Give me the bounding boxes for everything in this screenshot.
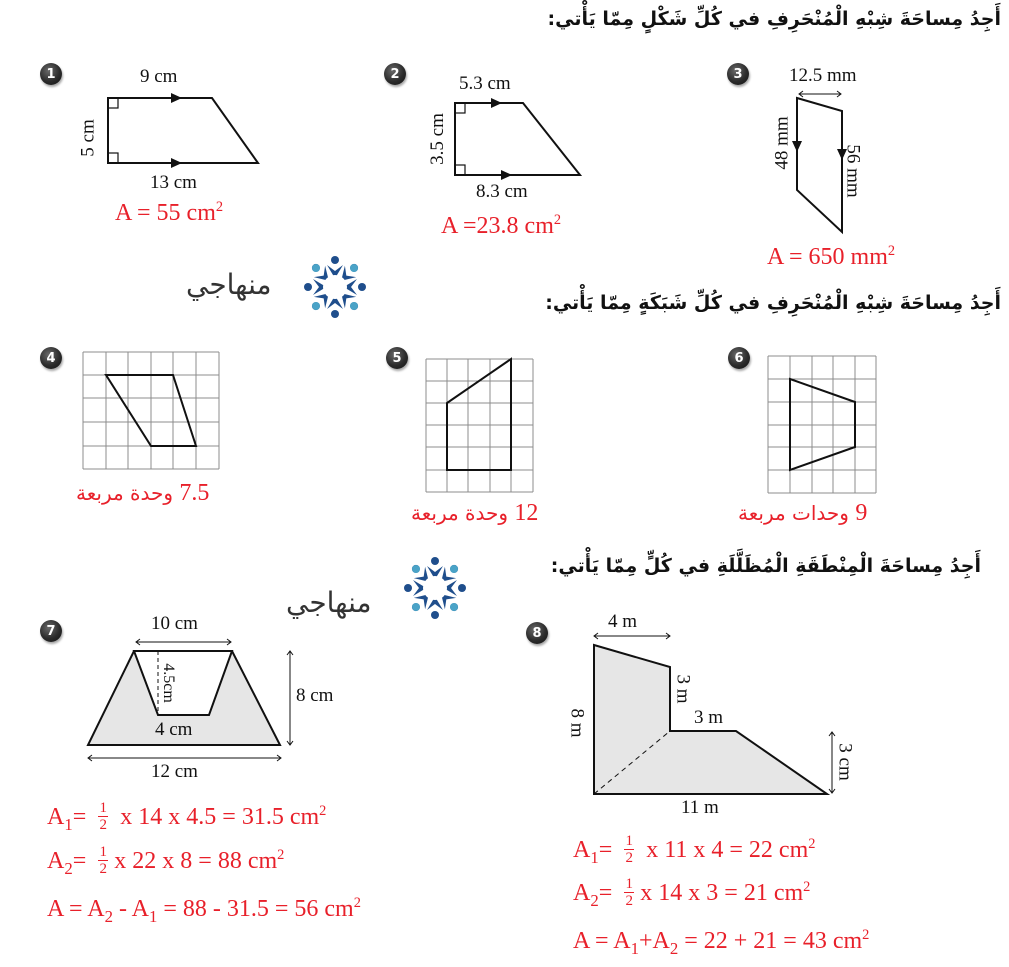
- problem-number-badge: 4: [40, 347, 62, 369]
- label-inner-height: 4.5cm: [159, 663, 177, 703]
- subscript: 1: [590, 847, 599, 867]
- label-step-horizontal: 3 m: [694, 707, 724, 728]
- answer-text: A =23.8 cm: [441, 213, 554, 239]
- fraction-half: $\frac{1}{2}$: [99, 844, 108, 877]
- logo-text: منهاجي: [186, 268, 272, 301]
- fraction-half: $\frac{1}{2}$: [625, 876, 634, 909]
- answer-unit: وحدات مربعة: [738, 501, 849, 525]
- label-left-height: 8 m: [566, 708, 588, 738]
- exponent: 2: [277, 847, 285, 864]
- exponent: 2: [353, 895, 361, 911]
- label-bottom-width: 11 m: [681, 797, 719, 818]
- heading-find-shaded-area: أَجِدُ مِساحَةَ الْمِنْطَقَةِ الْمُظَلَّلَةِ في كُلٍّ مِمّا يَأْتي:: [550, 555, 981, 577]
- label-height: 5 cm: [77, 119, 99, 157]
- calc: +A: [638, 928, 670, 954]
- var-a: A: [573, 837, 591, 864]
- label-inner-bottom: 4 cm: [155, 719, 193, 740]
- label-top-width: 10 cm: [151, 613, 198, 634]
- equals: =: [598, 837, 613, 864]
- equals: =: [72, 804, 87, 831]
- answer-text: A = 55 cm: [115, 200, 216, 226]
- var-a: A: [47, 804, 65, 831]
- subscript: 2: [104, 906, 113, 926]
- answer-unit: وحدة مربعة: [411, 501, 509, 525]
- label-top-base: 5.3 cm: [459, 73, 511, 94]
- calc: - A: [112, 896, 149, 922]
- var-a: A: [47, 848, 65, 875]
- calc: x 14 x 3 = 21 cm: [640, 880, 804, 907]
- answer-value: 7.5: [179, 480, 210, 506]
- subscript: 2: [669, 938, 679, 958]
- fraction-half: $\frac{1}{2}$: [99, 800, 108, 833]
- equals: =: [72, 848, 87, 875]
- subscript: 1: [630, 938, 639, 958]
- answer-value: 12: [514, 500, 539, 526]
- exponent: 2: [887, 243, 896, 259]
- label-bottom-base: 13 cm: [150, 172, 197, 193]
- calc: A = A: [47, 896, 105, 922]
- fraction-half: $\frac{1}{2}$: [625, 833, 634, 866]
- problem-number-badge: 5: [386, 347, 408, 369]
- calc: = 88 - 31.5 = 56 cm: [157, 896, 354, 922]
- subscript: 2: [590, 890, 599, 910]
- solution-line-a2: [573, 876, 811, 910]
- calc: A = A: [573, 928, 631, 954]
- problem-number-badge: 6: [728, 347, 750, 369]
- label-step-vertical: 3 m: [672, 674, 694, 704]
- var-a: A: [573, 880, 591, 907]
- problem-number-badge: 8: [526, 622, 548, 644]
- answer-value: 9: [855, 500, 868, 526]
- problem-number-badge: 3: [727, 63, 749, 85]
- exponent: 2: [808, 836, 816, 853]
- heading-find-trapezoid-area-grids: أَجِدُ مِساحَةَ شِبْهِ الْمُنْحَرِفِ في كُلِّ شَبَكَةٍ مِمّا يَأْتي:: [545, 292, 1001, 314]
- exponent: 2: [803, 879, 811, 896]
- label-right-height: 3 cm: [834, 743, 856, 781]
- logo-text: منهاجي: [286, 586, 372, 619]
- calc: x 11 x 4 = 22 cm: [646, 837, 809, 864]
- exponent: 2: [553, 212, 562, 228]
- label-top-base: 9 cm: [140, 66, 178, 87]
- label-right-side: 56 mm: [842, 144, 864, 198]
- solution-line-a1: [573, 833, 816, 867]
- problem-number-badge: 1: [40, 63, 62, 85]
- heading-find-trapezoid-area-shapes: أَجِدُ مِساحَةَ شِبْهِ الْمُنْحَرِفِ في كُلِّ شَكْلٍ مِمّا يَأْتي:: [547, 8, 1001, 30]
- label-bottom-base: 8.3 cm: [476, 181, 528, 202]
- exponent: 2: [215, 199, 224, 215]
- label-bottom-width: 12 cm: [151, 761, 198, 782]
- label-height: 3.5 cm: [426, 113, 448, 165]
- calc: x 22 x 8 = 88 cm: [114, 848, 278, 875]
- subscript: 2: [64, 858, 73, 878]
- problem-number-badge: 2: [384, 63, 406, 85]
- equals: =: [598, 880, 613, 907]
- label-left-side: 48 mm: [771, 116, 793, 170]
- label-height: 8 cm: [296, 685, 334, 706]
- subscript: 1: [148, 906, 158, 926]
- exponent: 2: [862, 927, 870, 943]
- solution-line-total: [573, 927, 870, 958]
- problem-number-badge: 7: [40, 620, 62, 642]
- calc: = 22 + 21 = 43 cm: [678, 928, 863, 954]
- calc: x 14 x 4.5 = 31.5 cm: [120, 804, 320, 831]
- answer-text: A = 650 mm: [767, 244, 888, 270]
- subscript: 1: [64, 814, 73, 834]
- label-top-width: 12.5 mm: [789, 65, 857, 86]
- answer-unit: وحدة مربعة: [76, 481, 174, 505]
- exponent: 2: [319, 803, 327, 820]
- label-top-width: 4 m: [608, 611, 638, 632]
